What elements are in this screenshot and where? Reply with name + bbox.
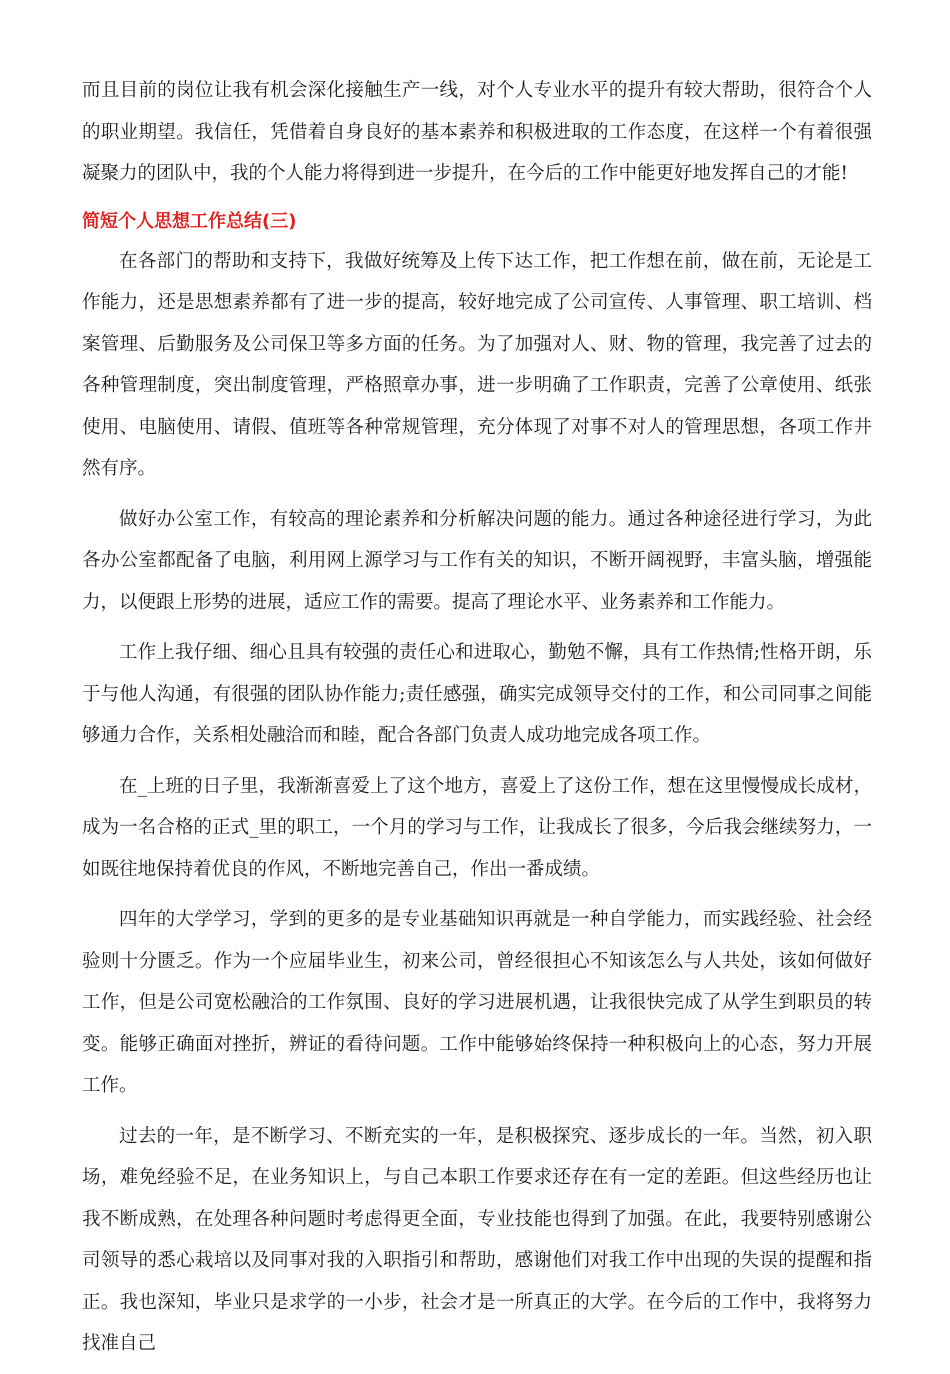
- body-paragraph-4: 在_上班的日子里，我渐渐喜爱上了这个地方，喜爱上了这份工作，想在这里慢慢成长成材，成为一名合格的正式_里的职工，一个月的学习与工作，让我成长了很多，今后我会继续努力，一如既往地保持着优良的作风，不断地完善自己，作出一番成绩。: [82, 775, 872, 880]
- body-paragraph-2: 做好办公室工作，有较高的理论素养和分析解决问题的能力。通过各种途径进行学习，为此各办公室都配备了电脑，利用网上源学习与工作有关的知识，不断开阔视野，丰富头脑，增强能力，以便跟上形势的进展，适应工作的需要。提高了理论水平、业务素养和工作能力。: [82, 508, 872, 613]
- body-paragraph-1: 在各部门的帮助和支持下，我做好统筹及上传下达工作，把工作想在前，做在前，无论是工作能力，还是思想素养都有了进一步的提高，较好地完成了公司宣传、人事管理、职工培训、档案管理、后勤服务及公司保卫等多方面的任务。为了加强对人、财、物的管理，我完善了过去的各种管理制度，突出制度管理，严格照章办事，进一步明确了工作职责，完善了公章使用、纸张使用、电脑使用、请假、值班等各种常规管理，充分体现了对事不对人的管理思想，各项工作井然有序。: [82, 250, 872, 479]
- body-paragraph-3: 工作上我仔细、细心且具有较强的责任心和进取心，勤勉不懈，具有工作热情;性格开朗，乐于与他人沟通，有很强的团队协作能力;责任感强，确实完成领导交付的工作，和公司同事之间能够通力合作，关系相处融洽而和睦，配合各部门负责人成功地完成各项工作。: [82, 642, 872, 746]
- document-page: [82, 70, 872, 1374]
- lead-paragraph: 而且目前的岗位让我有机会深化接触生产一线，对个人专业水平的提升有较大帮助，很符合个人的职业期望。我信任，凭借着自身良好的基本素养和积极进取的工作态度，在这样一个有着很强凝聚力的团队中，我的个人能力将得到进一步提升，在今后的工作中能更好地发挥自己的才能!: [82, 80, 872, 184]
- section-heading: 简短个人思想工作总结(三): [82, 210, 297, 232]
- body-paragraph-5: 四年的大学学习，学到的更多的是专业基础知识再就是一种自学能力，而实践经验、社会经验则十分匮乏。作为一个应届毕业生，初来公司，曾经很担心不知该怎么与人共处，该如何做好工作，但是公司宽松融洽的工作氛围、良好的学习进展机遇，让我很快完成了从学生到职员的转变。能够正确面对挫折，辨证的看待问题。工作中能够始终保持一种积极向上的心态，努力开展工作。: [82, 909, 872, 1096]
- body-paragraph-6: 过去的一年，是不断学习、不断充实的一年，是积极探究、逐步成长的一年。当然，初入职场，难免经验不足，在业务知识上，与自己本职工作要求还存在有一定的差距。但这些经历也让我不断成熟，在处理各种问题时考虑得更全面，专业技能也得到了加强。在此，我要特别感谢公司领导的悉心栽培以及同事对我的入职指引和帮助，感谢他们对我工作中出现的失误的提醒和指正。我也深知，毕业只是求学的一小步，社会才是一所真正的大学。在今后的工作中，我将努力找准自己: [82, 1125, 872, 1354]
